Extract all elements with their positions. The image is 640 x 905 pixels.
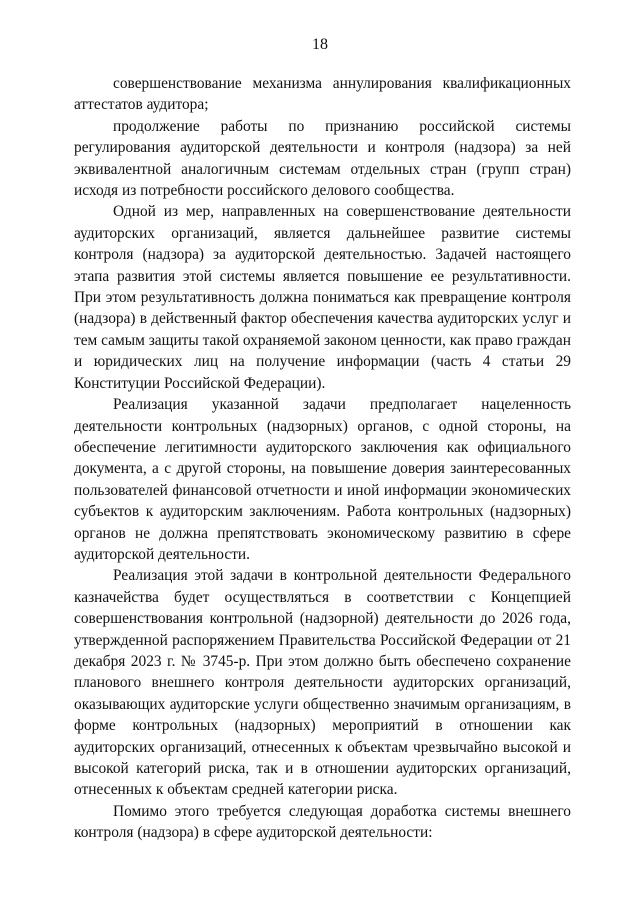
paragraph-5: Реализация этой задачи в контрольной деятельности Федерального казначейства будет осуществляться в соответствии с Концепцией совершенствования контрольной (надзорной) деятельности до 2026 года, утвержденной распоряжением Правительства Российской Федерации от 21 декабря 2023 г. № 3745-р. При этом должно быть обеспечено сохранение планового внешнего контроля деятельности аудиторских организаций, оказывающих аудиторские услуги общественно значимым организациям, в форме контрольных (надзорных) мероприятий в отношении как аудиторских организаций, отнесенных к объектам чрезвычайно высокой и высокой категорий риска, так и в отношении аудиторских организаций, отнесенных к объектам средней категории риска. xyxy=(74,567,571,799)
paragraph-6: Помимо этого требуется следующая доработка системы внешнего контроля (надзора) в сфере аудиторской деятельности: xyxy=(74,802,571,842)
document-body xyxy=(74,73,571,844)
paragraph-2: продолжение работы по признанию российской системы регулирования аудиторской деятельности и контроля (надзора) за ней эквивалентной аналогичным системам отдельных стран (групп стран) исходя из потребности российского делового сообщества. xyxy=(74,117,571,200)
page-number: 18 xyxy=(312,36,328,53)
paragraph-3: Одной из мер, направленных на совершенствование деятельности аудиторских организаций, является дальнейшее развитие системы контроля (надзора) за аудиторской деятельностью. Задачей настоящего этапа развития этой системы является повышение ее результативности. При этом результативность должна пониматься как превращение контроля (надзора) в действенный фактор обеспечения качества аудиторских услуг и тем самым защиты такой охраняемой законом ценности, как право граждан и юридических лиц на получение информации (часть 4 статьи 29 Конституции Российской Федерации). xyxy=(74,203,571,392)
paragraph-4: Реализация указанной задачи предполагает нацеленность деятельности контрольных (надзорных) органов, с одной стороны, на обеспечение легитимности аудиторского заключения как официального документа, а с другой стороны, на повышение доверия заинтересованных пользователей финансовой отчетности и иной информации экономических субъектов к аудиторским заключениям. Работа контрольных (надзорных) органов не должна препятствовать экономическому развитию в сфере аудиторской деятельности. xyxy=(74,396,571,563)
paragraph-1: совершенствование механизма аннулирования квалификационных аттестатов аудитора; xyxy=(74,75,571,114)
